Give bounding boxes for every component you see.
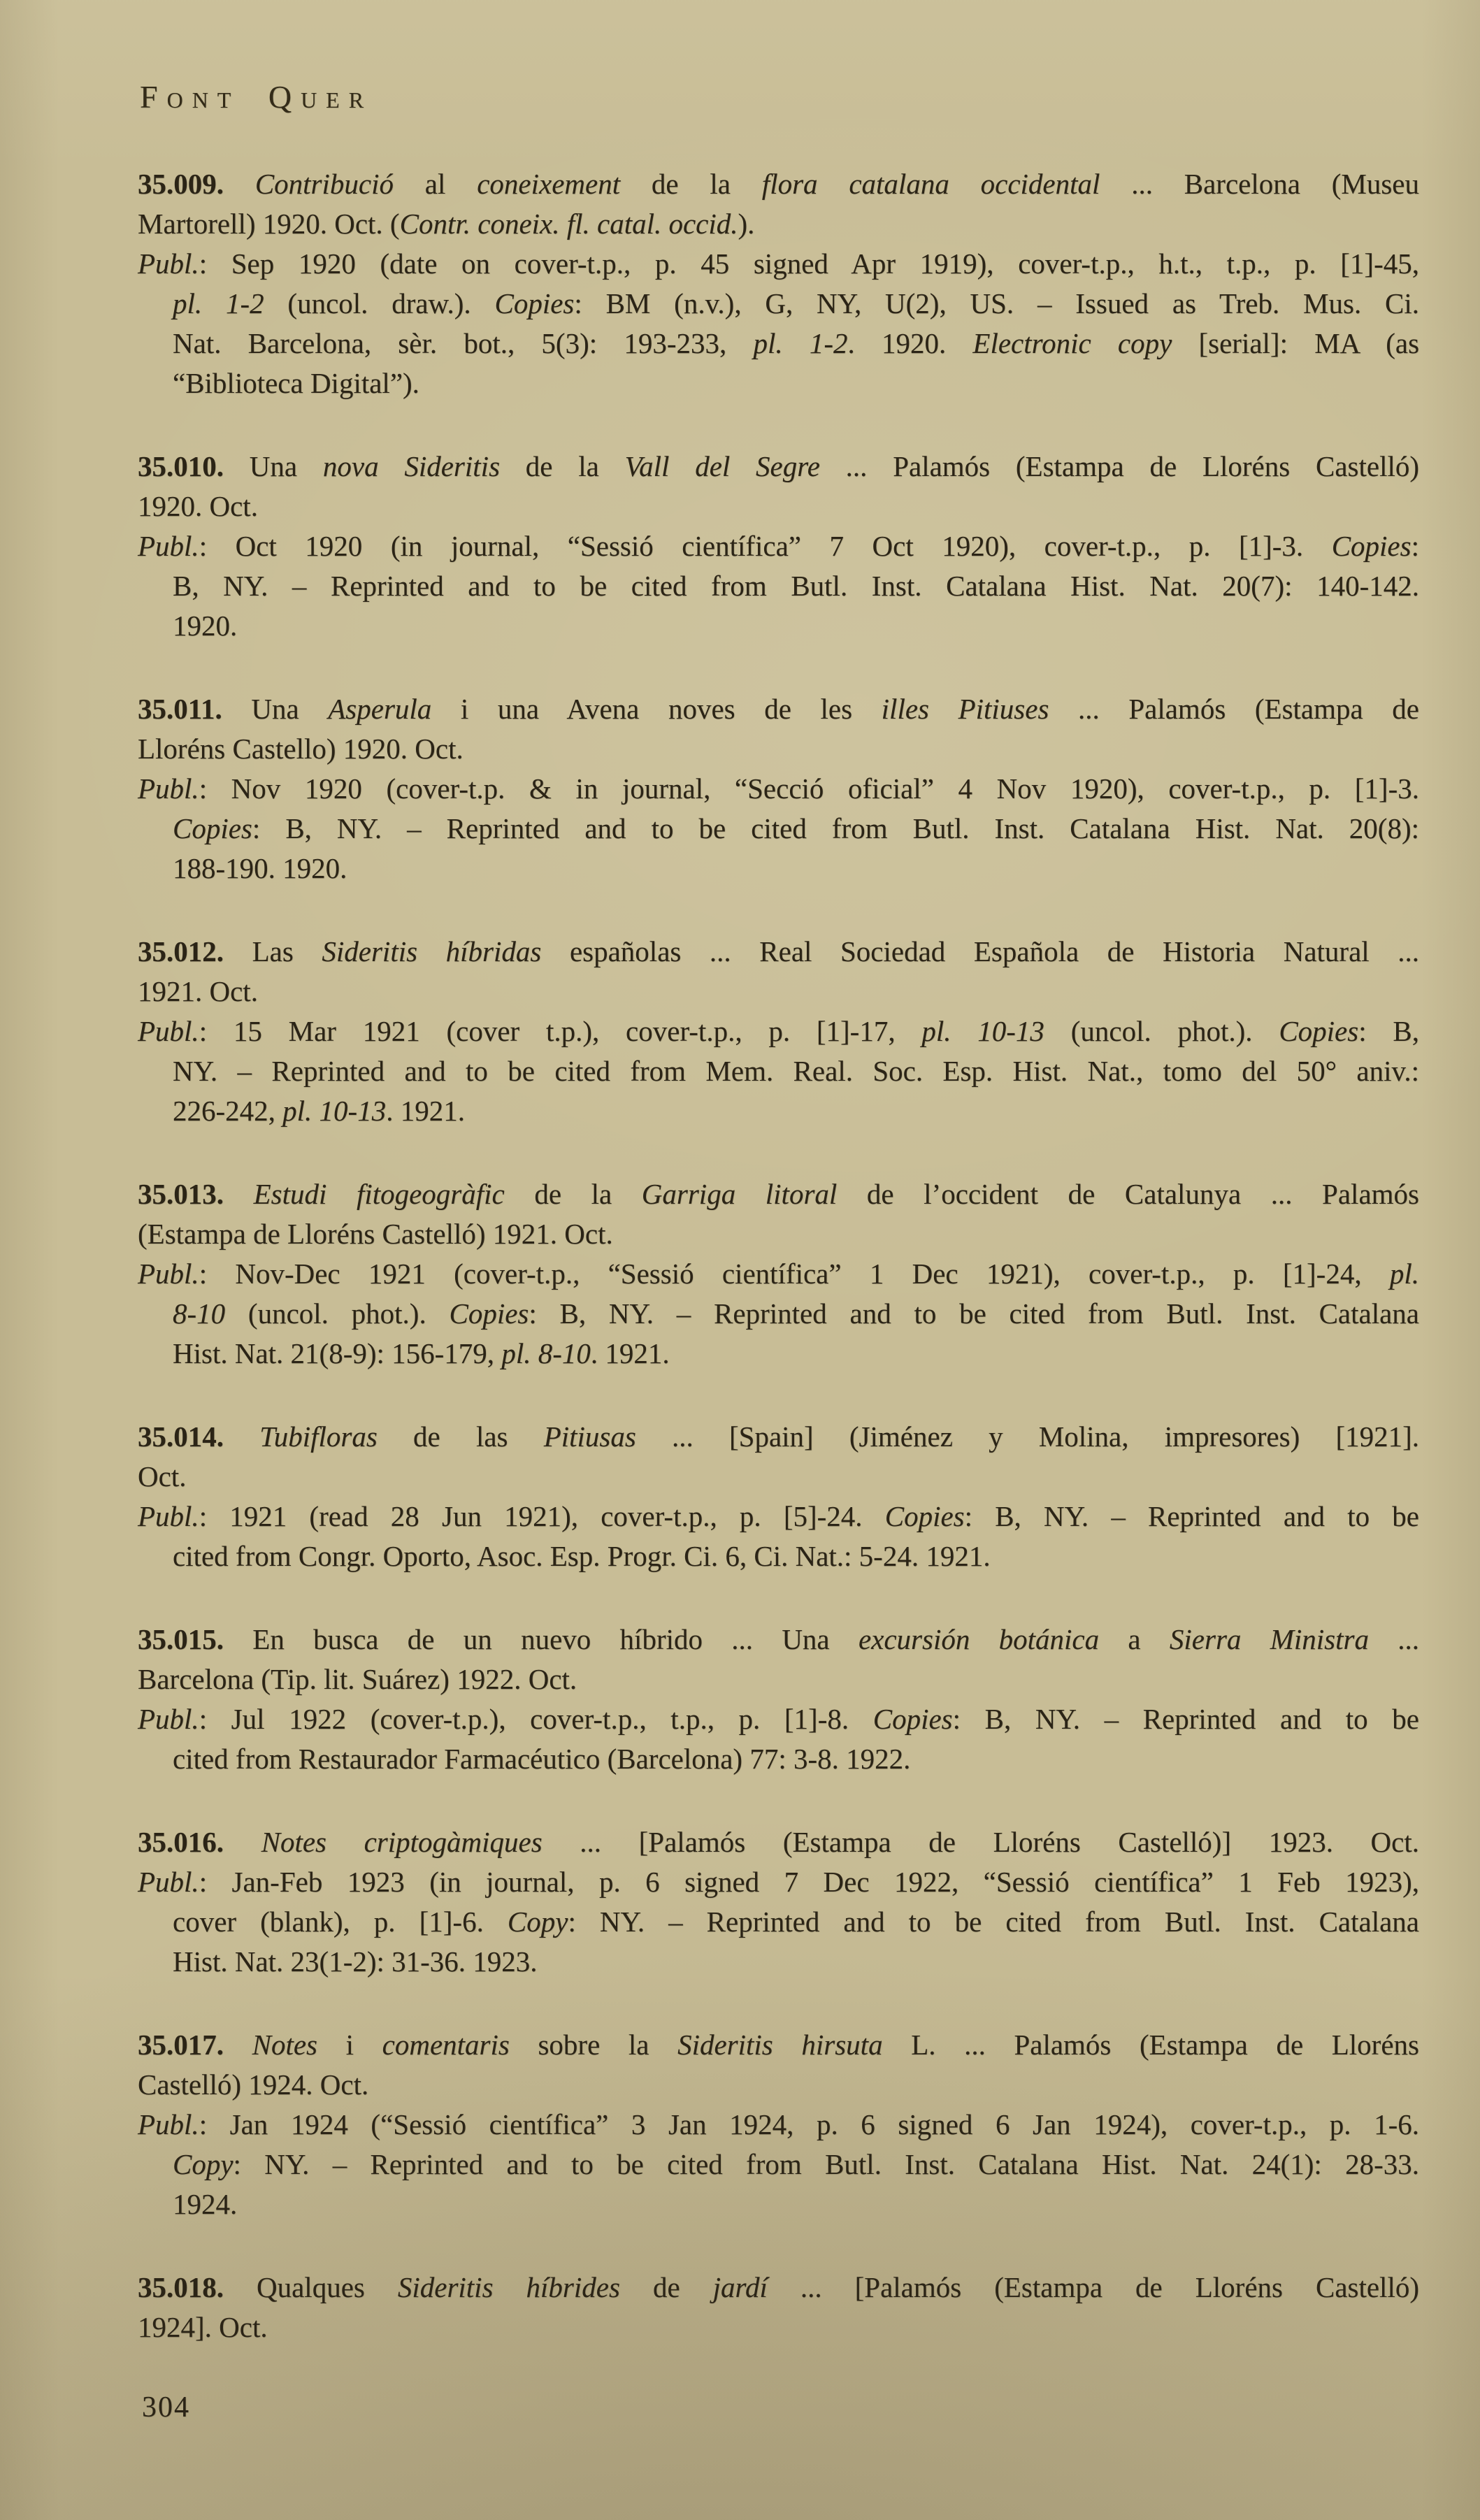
text-line — [138, 1334, 1419, 1374]
text-line — [138, 1497, 1419, 1536]
text-run: Nat. Barcelona, sèr. bot., 5(3): 193-233, — [173, 327, 754, 359]
text-line — [138, 2184, 1419, 2224]
text-run: . 1920. — [847, 327, 973, 359]
text-run: Copies — [173, 812, 252, 844]
text-run: Publ. — [138, 2108, 199, 2140]
text-run: 35.009. — [138, 168, 255, 200]
text-run: de la — [620, 168, 762, 200]
text-run: Las — [252, 935, 322, 967]
text-run: (uncol. draw.). — [264, 287, 495, 319]
text-line — [138, 1902, 1419, 1942]
text-line — [138, 1862, 1419, 1902]
text-run: : B, — [1358, 1015, 1419, 1047]
text-run: Publ. — [138, 530, 199, 562]
text-line — [138, 849, 1419, 888]
text-run: de — [619, 2271, 713, 2303]
text-run: españolas ... Real Sociedad Española de Historia Natural ... — [541, 935, 1419, 967]
text-line — [138, 1536, 1419, 1576]
text-run: : Jan-Feb 1923 (in journal, p. 6 signed 7 Dec 1922, “Sessió científica” 1 Feb 1923), — [199, 1866, 1419, 1898]
text-run: (uncol. phot.). — [225, 1297, 450, 1330]
text-line — [138, 1942, 1419, 1982]
text-run: pl. 1-2 — [753, 327, 848, 359]
text-run: : BM (n.v.), G, NY, U(2), US. – Issued as Treb. Mus. Ci. — [574, 287, 1420, 319]
text-line — [138, 324, 1419, 363]
text-run: 1920. — [173, 610, 238, 642]
text-line — [138, 809, 1419, 849]
text-run: Copies — [494, 287, 575, 319]
text-line — [138, 972, 1419, 1011]
text-line — [138, 526, 1419, 566]
text-run: : Nov-Dec 1921 (cover-t.p., “Sessió científica” 1 Dec 1921), cover-t.p., p. [1]-24, — [199, 1258, 1390, 1290]
text-run: Vall del Segre — [624, 450, 820, 482]
text-run: cover (blank), p. [1]-6. — [173, 1906, 508, 1938]
text-run: 1921. Oct. — [138, 975, 258, 1007]
text-run: : B, NY. – Reprinted and to be — [964, 1500, 1419, 1532]
text-run: (uncol. phot.). — [1044, 1015, 1279, 1047]
text-line — [138, 2065, 1419, 2105]
text-run: pl. — [1389, 1258, 1419, 1290]
text-run: Una — [249, 450, 323, 482]
text-line — [138, 769, 1419, 809]
text-line — [138, 2145, 1419, 2184]
text-line — [138, 1174, 1419, 1214]
text-run: de l’occident de Catalunya ... Palamós — [837, 1178, 1419, 1210]
text-run: : Nov 1920 (cover-t.p. & in journal, “Secció oficial” 4 Nov 1920), cover-t.p., p. [1]-3. — [199, 772, 1419, 805]
text-line — [138, 1699, 1419, 1739]
text-run: Copies — [449, 1297, 529, 1330]
entry-35.017 — [138, 2025, 1419, 2224]
text-line — [138, 1457, 1419, 1497]
text-run: Publ. — [138, 1703, 199, 1735]
text-run: pl. 10-13 — [282, 1095, 387, 1127]
text-run: i una Avena noves de les — [431, 693, 882, 725]
text-run: excursión botánica — [858, 1623, 1100, 1655]
text-run: : B, NY. – Reprinted and to be cited from Butl. Inst. Catalana — [529, 1297, 1419, 1330]
text-run: ... [Palamós (Estampa de Lloréns Castelló)] 1923. Oct. — [542, 1826, 1420, 1858]
text-run: sobre la — [509, 2029, 678, 2061]
text-run: de la — [500, 450, 625, 482]
text-run: Asperula — [328, 693, 432, 725]
text-run: Publ. — [138, 1866, 199, 1898]
text-run: Una — [251, 693, 329, 725]
text-run: 35.016. — [138, 1826, 261, 1858]
text-run: Pitiusas — [543, 1420, 636, 1453]
text-run: : B, NY. – Reprinted and to be cited from Butl. Inst. Catalana Hist. Nat. 20(8): — [252, 812, 1419, 844]
text-run: i — [317, 2029, 382, 2061]
text-run: ... — [1368, 1623, 1419, 1655]
text-line — [138, 447, 1419, 487]
text-run: cited from Congr. Oporto, Asoc. Esp. Progr. Ci. 6, Ci. Nat.: 5-24. 1921. — [173, 1540, 991, 1572]
text-run: : NY. – Reprinted and to be cited from Butl. Inst. Catalana Hist. Nat. 24(1): 28-33. — [233, 2148, 1419, 2180]
text-line — [138, 2105, 1419, 2145]
text-run: ... Barcelona (Museu — [1100, 168, 1419, 200]
text-run: Estudi fitogeogràfic — [253, 1178, 505, 1210]
text-line — [138, 729, 1419, 769]
text-run: Copy — [173, 2148, 234, 2180]
text-run: B, NY. – Reprinted and to be cited from Butl. Inst. Catalana Hist. Nat. 20(7): 140-142. — [173, 570, 1419, 602]
text-run: 35.013. — [138, 1178, 254, 1210]
text-run: 188-190. 1920. — [173, 852, 347, 884]
text-line — [138, 2025, 1419, 2065]
text-run: Notes — [252, 2029, 318, 2061]
text-run: 226-242, — [173, 1095, 283, 1127]
text-run: ... Palamós (Estampa de — [1049, 693, 1420, 725]
text-run: Copies — [884, 1500, 965, 1532]
text-line — [138, 1822, 1419, 1862]
text-run: : B, NY. – Reprinted and to be — [952, 1703, 1419, 1735]
text-run: : 1921 (read 28 Jun 1921), cover-t.p., p. [5]-24. — [199, 1500, 885, 1532]
entry-35.009 — [138, 164, 1419, 403]
text-line — [138, 284, 1419, 324]
text-run: L. ... Palamós (Estampa de Lloréns — [882, 2029, 1419, 2061]
text-run: 1924. — [173, 2188, 238, 2220]
text-run: Publ. — [138, 772, 199, 805]
text-run: comentaris — [382, 2029, 510, 2061]
text-run: pl. 1-2 — [173, 287, 264, 319]
text-run: Contribució — [254, 168, 394, 200]
text-run: de la — [504, 1178, 642, 1210]
text-run: illes Pitiuses — [881, 693, 1049, 725]
text-run: Sideritis híbridas — [322, 935, 542, 967]
text-run: 35.018. — [138, 2271, 257, 2303]
text-run: Tubifloras — [259, 1420, 378, 1453]
entry-35.018 — [138, 2268, 1419, 2347]
text-line — [138, 1417, 1419, 1457]
running-head: Font Quer — [140, 79, 373, 115]
text-run: En busca de un nuevo híbrido ... Una — [252, 1623, 858, 1655]
text-run: coneixement — [477, 168, 621, 200]
text-run: 35.011. — [138, 693, 252, 725]
text-run: : 15 Mar 1921 (cover t.p.), cover-t.p., p. [1]-17, — [199, 1015, 922, 1047]
text-run: 35.010. — [138, 450, 250, 482]
text-line — [138, 204, 1419, 244]
text-run: al — [394, 168, 477, 200]
entry-35.010 — [138, 447, 1419, 646]
text-run: 35.017. — [138, 2029, 252, 2061]
text-run: “Biblioteca Digital”). — [173, 367, 419, 399]
entry-35.014 — [138, 1417, 1419, 1576]
text-run: ... [Palamós (Estampa de Lloréns Castelló) — [767, 2271, 1419, 2303]
text-line — [138, 1294, 1419, 1334]
text-line — [138, 689, 1419, 729]
text-run: [serial]: MA (as — [1172, 327, 1420, 359]
text-line — [138, 1254, 1419, 1294]
text-run: Qualques — [257, 2271, 398, 2303]
text-line — [138, 244, 1419, 284]
text-line — [138, 487, 1419, 526]
text-run: Copy — [507, 1906, 568, 1938]
text-run: jardí — [712, 2271, 768, 2303]
text-run: cited from Restaurador Farmacéutico (Barcelona) 77: 3-8. 1922. — [173, 1743, 911, 1775]
text-run: Hist. Nat. 23(1-2): 31-36. 1923. — [173, 1945, 538, 1978]
text-run: . 1921. — [590, 1337, 670, 1369]
text-run: Publ. — [138, 1258, 199, 1290]
text-run: Barcelona (Tip. lit. Suárez) 1922. Oct. — [138, 1663, 577, 1695]
text-run: Oct. — [138, 1460, 187, 1492]
text-run: : NY. – Reprinted and to be cited from Butl. Inst. Catalana — [568, 1906, 1420, 1938]
entries — [138, 164, 1419, 2347]
entry-35.015 — [138, 1620, 1419, 1779]
text-run: 1920. Oct. — [138, 490, 258, 522]
text-run: Notes criptogàmiques — [261, 1826, 543, 1858]
text-run: : Oct 1920 (in journal, “Sessió científica” 7 Oct 1920), cover-t.p., p. [1]-3. — [199, 530, 1332, 562]
text-run: Hist. Nat. 21(8-9): 156-179, — [173, 1337, 502, 1369]
text-line — [138, 566, 1419, 606]
text-run: pl. 10-13 — [921, 1015, 1044, 1047]
entry-35.013 — [138, 1174, 1419, 1374]
text-run: : — [1411, 530, 1419, 562]
text-run: Publ. — [138, 1500, 199, 1532]
page-number: 304 — [142, 2391, 190, 2424]
text-line — [138, 1659, 1419, 1699]
text-run: Electronic copy — [972, 327, 1172, 359]
entry-35.012 — [138, 932, 1419, 1131]
text-run: 35.015. — [138, 1623, 253, 1655]
text-line — [138, 164, 1419, 204]
text-run: de las — [377, 1420, 544, 1453]
text-run: : Sep 1920 (date on cover-t.p., p. 45 signed Apr 1919), cover-t.p., h.t., t.p., p. [1]-45, — [199, 247, 1419, 280]
text-line — [138, 2268, 1419, 2307]
text-line — [138, 1620, 1419, 1659]
text-run: flora catalana occidental — [761, 168, 1100, 200]
text-run: Martorell) 1920. Oct. ( — [138, 208, 400, 240]
text-run: Lloréns Castello) 1920. Oct. — [138, 733, 464, 765]
text-line — [138, 363, 1419, 403]
text-run: NY. – Reprinted and to be cited from Mem. Real. Soc. Esp. Hist. Nat., tomo del 50° aniv.: — [173, 1055, 1419, 1087]
text-run: nova Sideritis — [322, 450, 501, 482]
text-line — [138, 1739, 1419, 1779]
text-run: ... Palamós (Estampa de Lloréns Castelló) — [819, 450, 1420, 482]
text-line — [138, 1011, 1419, 1051]
entry-35.016 — [138, 1822, 1419, 1982]
text-run: 8-10 — [173, 1297, 226, 1330]
text-run: . 1921. — [386, 1095, 465, 1127]
text-run: ... [Spain] (Jiménez y Molina, impresores) [1921]. — [635, 1420, 1419, 1453]
text-run: Garriga litoral — [641, 1178, 838, 1210]
text-run: : Jul 1922 (cover-t.p.), cover-t.p., t.p., p. [1]-8. — [199, 1703, 873, 1735]
text-run: Sierra Ministra — [1169, 1623, 1369, 1655]
text-line — [138, 2307, 1419, 2347]
text-run: 35.014. — [138, 1420, 260, 1453]
text-line — [138, 1091, 1419, 1131]
text-run: pl. 8-10 — [501, 1337, 591, 1369]
text-line — [138, 1214, 1419, 1254]
text-run: ). — [738, 208, 755, 240]
text-run: 1924]. Oct. — [138, 2311, 268, 2343]
entry-35.011 — [138, 689, 1419, 888]
text-run: Copies — [872, 1703, 953, 1735]
text-run: Sideritis hirsuta — [677, 2029, 883, 2061]
text-line — [138, 606, 1419, 646]
text-run: a — [1099, 1623, 1170, 1655]
text-run: (Estampa de Lloréns Castelló) 1921. Oct. — [138, 1218, 613, 1250]
text-run: Publ. — [138, 1015, 199, 1047]
text-line — [138, 1051, 1419, 1091]
text-run: Copies — [1279, 1015, 1359, 1047]
text-run: Sideritis híbrides — [397, 2271, 620, 2303]
text-run: Castelló) 1924. Oct. — [138, 2068, 369, 2101]
text-run: Contr. coneix. fl. catal. occid. — [399, 208, 738, 240]
text-run: Publ. — [138, 247, 199, 280]
text-run: Copies — [1331, 530, 1411, 562]
text-run: : Jan 1924 (“Sessió científica” 3 Jan 1924, p. 6 signed 6 Jan 1924), cover-t.p., p. 1-6. — [199, 2108, 1419, 2140]
text-run: 35.012. — [138, 935, 252, 967]
text-line — [138, 932, 1419, 972]
